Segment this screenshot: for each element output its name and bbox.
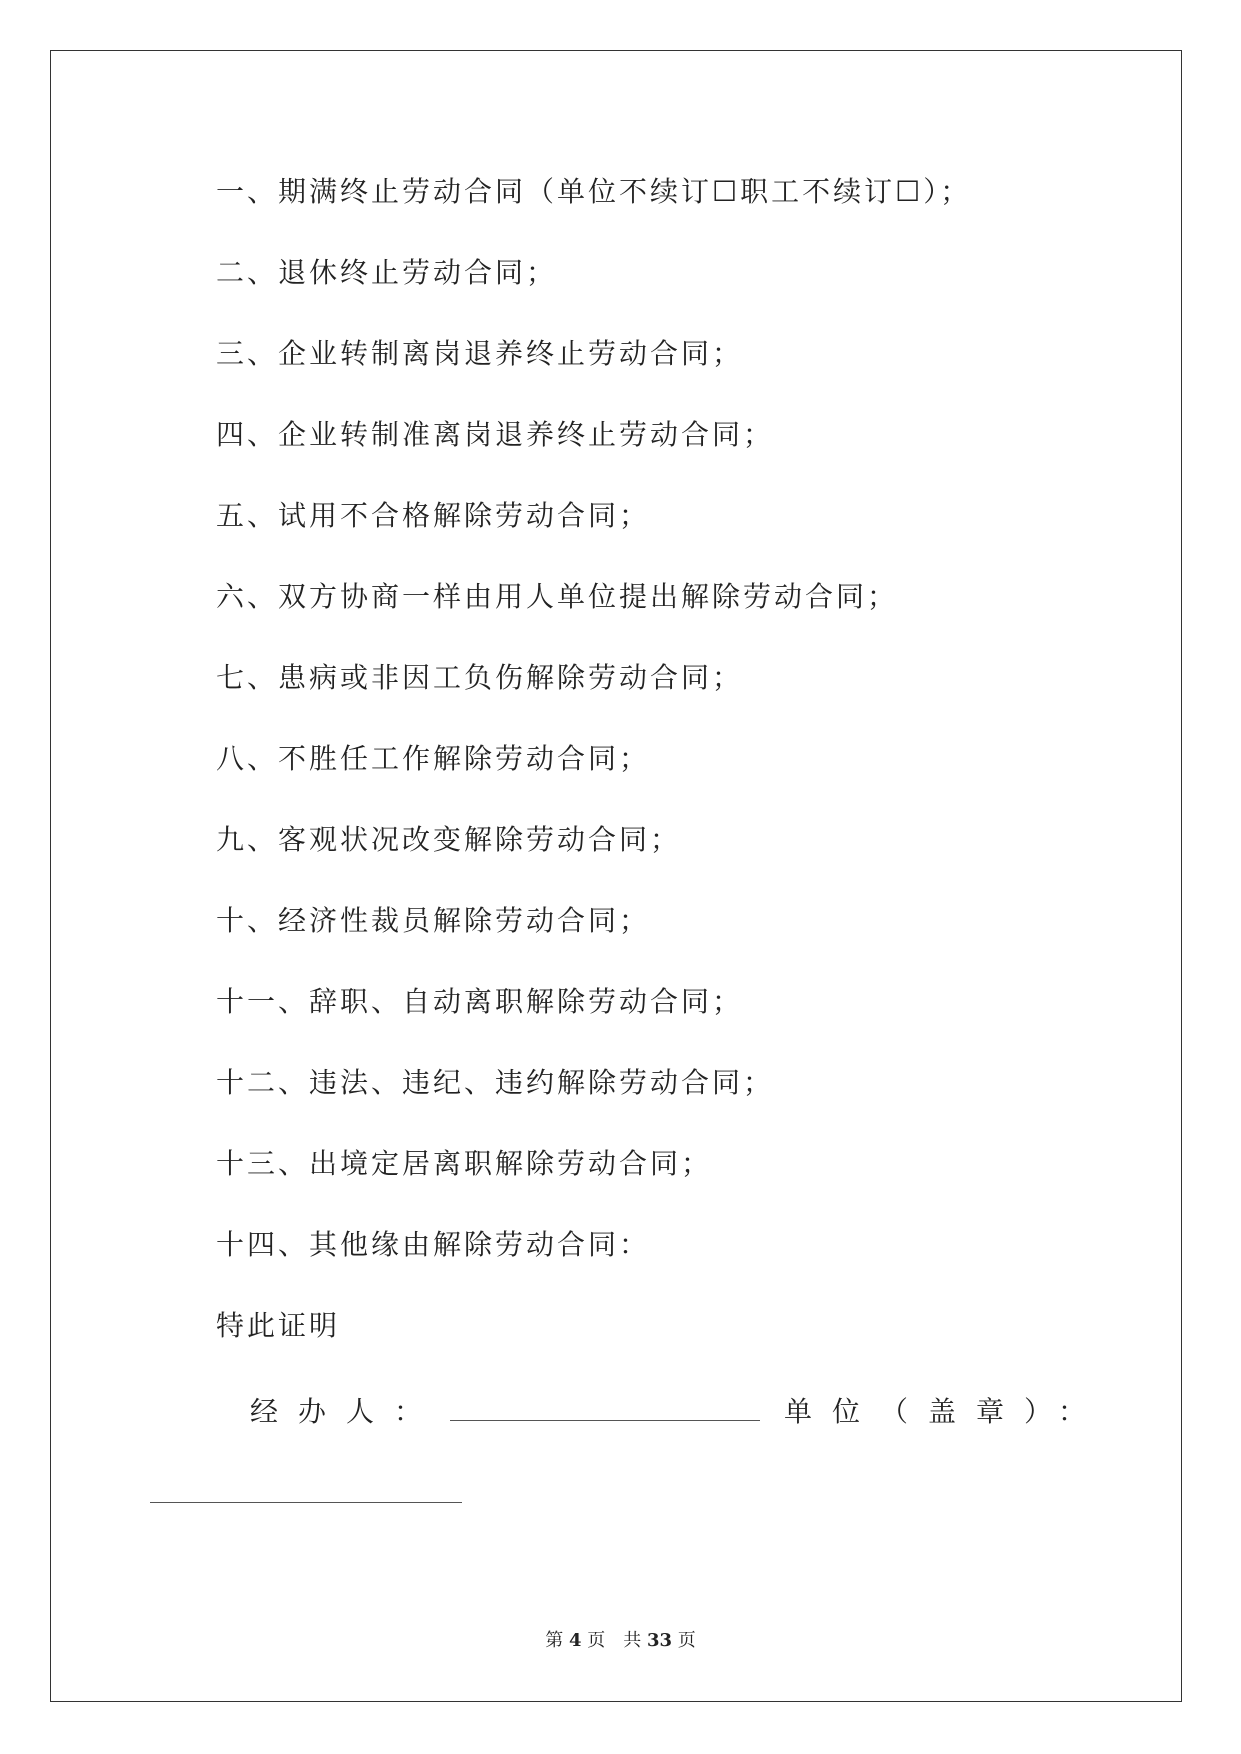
list-item: 六、双方协商一样由用人单位提出解除劳动合同；	[216, 580, 899, 613]
footer-prefix: 第	[545, 1630, 564, 1651]
list-item: 一、期满终止劳动合同（单位不续订☐职工不续订☐）；	[216, 175, 972, 208]
unit-signature-line	[150, 1502, 462, 1503]
total-page-number: 33	[646, 1630, 673, 1651]
list-item: 八、不胜任工作解除劳动合同；	[216, 742, 651, 775]
list-item: 十、经济性裁员解除劳动合同；	[216, 904, 651, 937]
handler-signature-line	[450, 1394, 760, 1421]
list-item: 十二、违法、违纪、违约解除劳动合同；	[216, 1066, 775, 1099]
page-footer	[0, 1626, 1241, 1652]
list-item: 十一、辞职、自动离职解除劳动合同；	[216, 985, 744, 1018]
signature-row	[250, 1392, 1106, 1432]
page-border	[50, 50, 1182, 1702]
list-item: 三、企业转制离岗退养终止劳动合同；	[216, 337, 744, 370]
list-item: 二、退休终止劳动合同；	[216, 256, 558, 289]
list-item: 七、患病或非因工负伤解除劳动合同；	[216, 661, 744, 694]
list-item: 十四、其他缘由解除劳动合同：	[216, 1228, 651, 1261]
list-item: 十三、出境定居离职解除劳动合同；	[216, 1147, 713, 1180]
unit-stamp-label: 单位（盖章）：	[784, 1395, 1107, 1428]
closing-text: 特此证明	[216, 1309, 341, 1342]
list-item: 九、客观状况改变解除劳动合同；	[216, 823, 682, 856]
list-item: 四、企业转制准离岗退养终止劳动合同；	[216, 418, 775, 451]
handler-label: 经办人：	[250, 1395, 443, 1428]
footer-suffix: 页	[677, 1630, 696, 1651]
current-page-number: 4	[568, 1630, 582, 1651]
list-item: 五、试用不合格解除劳动合同；	[216, 499, 651, 532]
footer-mid: 页 共	[587, 1630, 642, 1651]
